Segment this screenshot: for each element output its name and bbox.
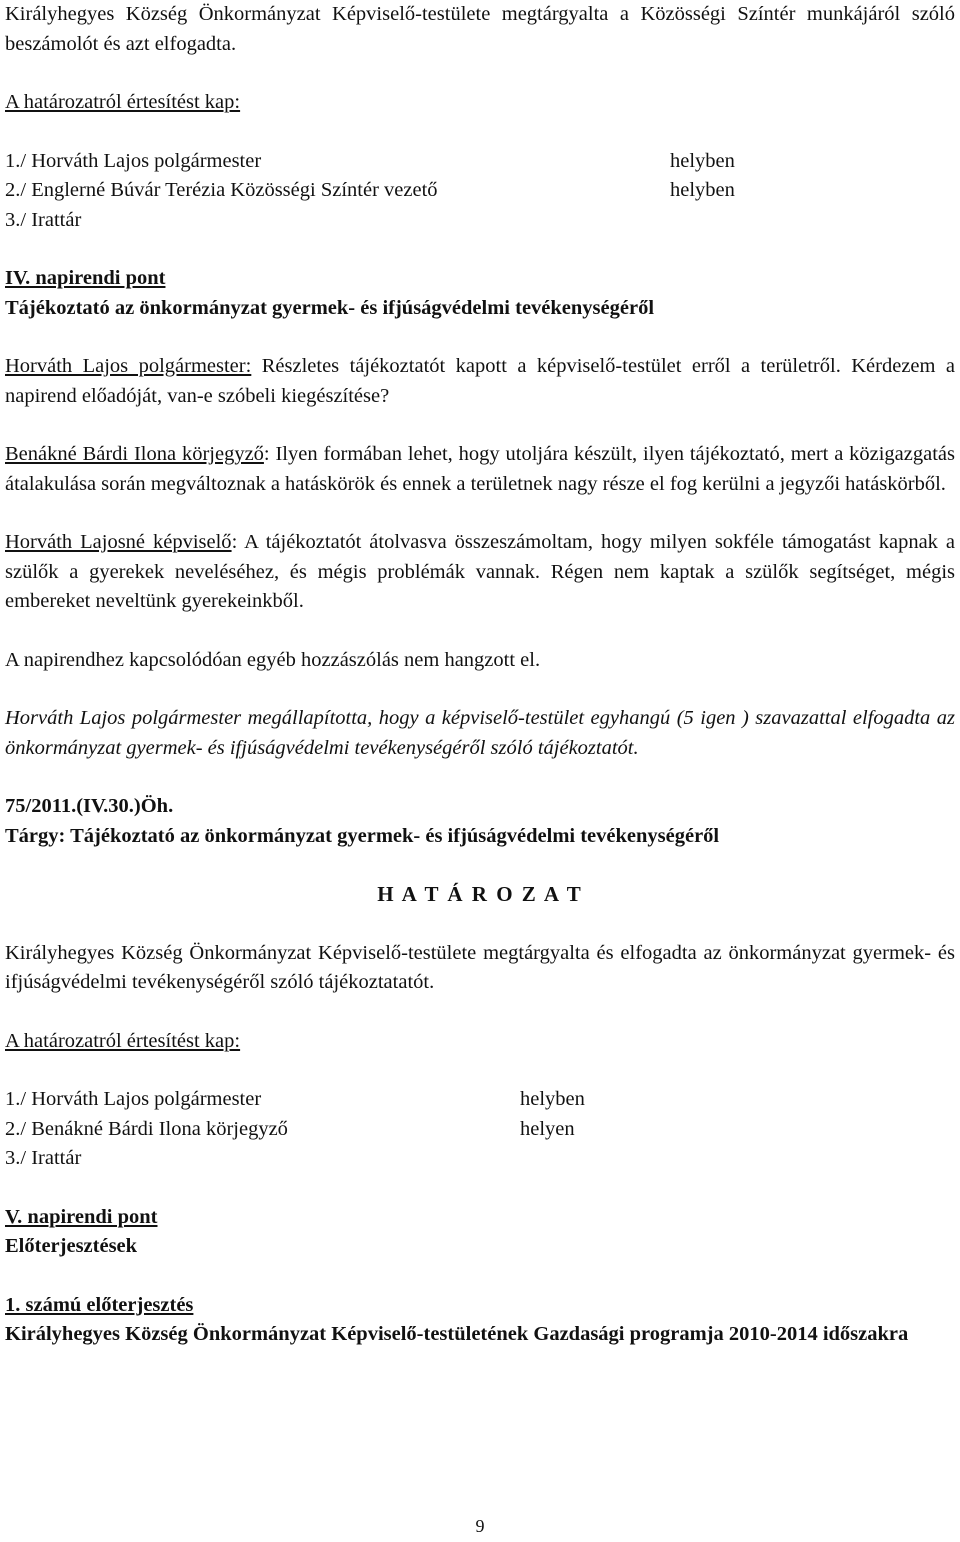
recipient-row bbox=[5, 206, 955, 236]
resolution-text: Királyhegyes Község Önkormányzat Képviselő-testülete megtárgyalta és elfogadta az önkormányzat gyermek- és ifjúságvédelmi tevékenységéről szóló tájékoztatatót. bbox=[5, 941, 955, 993]
speech-text: Részletes tájékoztatót kapott a képviselő-testület erről a területről. Kérdezem a napirend előadóját, van-e szóbeli kiegészítése? bbox=[5, 355, 956, 407]
speech-paragraph-2 bbox=[5, 440, 955, 499]
recipient-row bbox=[5, 1144, 955, 1174]
speaker-name: Horváth Lajos polgármester: bbox=[5, 355, 252, 377]
recipient-row bbox=[5, 176, 955, 206]
speaker-name: Benákné Bárdi Ilona körjegyző bbox=[5, 443, 264, 465]
conclusion-paragraph: Királyhegyes Község Önkormányzat Képviselő-testülete megtárgyalta a Közösségi Színtér munkájáról szóló beszámolót és azt elfogadta. bbox=[5, 3, 955, 55]
speech-text: : Ilyen formában lehet, hogy utoljára készült, ilyen tájékoztató, mert a közigazgatás átalakulása során megváltoznak a hatáskörök és ennek a területnek nagy része el fog kerülni a jegyzői hatáskörből. bbox=[5, 443, 956, 495]
agenda-title-iv: Tájékoztató az önkormányzat gyermek- és ifjúságvédelmi tevékenységéről bbox=[5, 296, 655, 319]
recipient-place: helyben bbox=[670, 149, 735, 172]
recipient-place: helyen bbox=[520, 1117, 575, 1140]
resolution-heading: H A T Á R O Z A T bbox=[377, 882, 583, 906]
recipient-name: 2./ Englerné Búvár Terézia Közösségi Színtér vezető bbox=[5, 179, 438, 201]
recipients-list-2 bbox=[5, 1085, 955, 1174]
recipients-title: A határozatról értesítést kap: bbox=[5, 91, 241, 113]
agenda-heading-v: V. napirendi pont bbox=[5, 1205, 158, 1228]
recipient-row bbox=[5, 1115, 955, 1145]
document-page bbox=[5, 0, 955, 1350]
page-number: 9 bbox=[475, 1516, 485, 1536]
speech-paragraph-1 bbox=[5, 352, 955, 411]
speech-paragraph-3 bbox=[5, 528, 955, 617]
proposal-heading: 1. számú előterjesztés bbox=[5, 1293, 194, 1316]
agenda-subheading-v: Előterjesztések bbox=[5, 1235, 138, 1257]
recipient-name: 2./ Benákné Bárdi Ilona körjegyző bbox=[5, 1117, 288, 1140]
recipient-row bbox=[5, 1085, 955, 1115]
vote-paragraph: Horváth Lajos polgármester megállapította, hogy a képviselő-testület egyhangú (5 igen ) szavazattal elfogadta az önkormányzat gyermek- és ifjúságvédelmi tevékenységéről szóló tájékoztatót. bbox=[5, 707, 955, 759]
no-comments-paragraph: A napirendhez kapcsolódóan egyéb hozzászólás nem hangzott el. bbox=[5, 648, 541, 671]
recipient-name: 1./ Horváth Lajos polgármester bbox=[5, 1088, 262, 1110]
recipients-list bbox=[5, 147, 955, 236]
recipients-title-2: A határozatról értesítést kap: bbox=[5, 1029, 241, 1052]
recipient-name: 3./ Irattár bbox=[5, 1147, 82, 1169]
recipient-place: helyben bbox=[670, 179, 735, 201]
recipient-name: 1./ Horváth Lajos polgármester bbox=[5, 149, 262, 172]
resolution-number: 75/2011.(IV.30.)Öh. bbox=[5, 795, 174, 817]
recipient-name: 3./ Irattár bbox=[5, 208, 82, 231]
speech-text: : A tájékoztatót átolvasva összeszámoltam, hogy milyen sokféle támogatást kapnak a szülők a gyerekek neveléséhez, és mégis problémák vannak. Régen nem kaptak a szülők segítséget, mégis embereket neveltünk gyerekeinkből. bbox=[5, 531, 955, 612]
proposal-title: Királyhegyes Község Önkormányzat Képviselő-testületének Gazdasági programja 2010-2014 időszakra bbox=[5, 1323, 909, 1345]
recipient-place: helyben bbox=[520, 1088, 585, 1110]
agenda-heading-iv: IV. napirendi pont bbox=[5, 267, 166, 289]
recipient-row bbox=[5, 147, 955, 177]
resolution-subject: Tárgy: Tájékoztató az önkormányzat gyermek- és ifjúságvédelmi tevékenységéről bbox=[5, 824, 720, 847]
speaker-name: Horváth Lajosné képviselő bbox=[5, 531, 232, 553]
